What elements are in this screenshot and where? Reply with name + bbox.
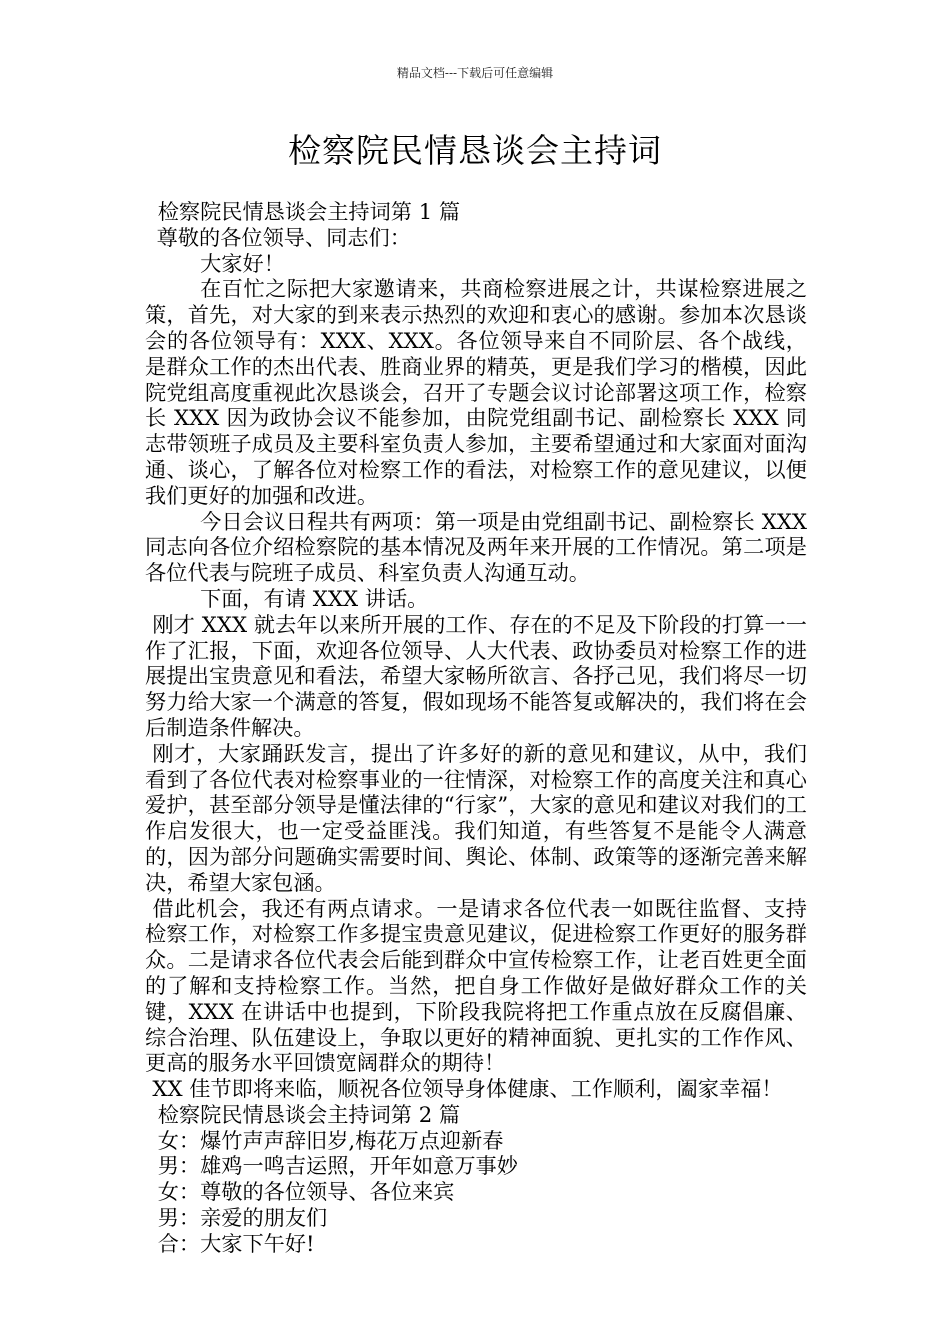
section-heading-2: 检察院民情恳谈会主持词第 2 篇	[157, 1101, 461, 1127]
dialogue-line: 女：爆竹声声辞旧岁,梅花万点迎新春	[157, 1127, 504, 1153]
paragraph-agenda: 今日会议日程共有两项：第一项是由党组副书记、副检察长 XXX 同志向各位介绍检察院的基本情况及两年来开展的工作情况。第二项是各位代表与院班子成员、科室负责人沟通互动。	[145, 508, 807, 586]
document-body	[145, 199, 807, 1257]
dialogue-line: 女：尊敬的各位领导、各位来宾	[157, 1179, 455, 1205]
paragraph-after-discussion: 刚才，大家踊跃发言，提出了许多好的新的意见和建议，从中，我们看到了各位代表对检察事业的一往情深，对检察工作的高度关注和真心爱护，甚至部分领导是懂法律的“行家”，大家的意见和建议对我们的工作启发很大，也一定受益匪浅。我们知道，有些答复不是能令人满意的，因为部分问题确实需要时间、舆论、体制、政策等的逐渐完善来解决，希望大家包涵。	[145, 740, 807, 895]
paragraph-holiday-wishes: XX 佳节即将来临，顺祝各位领导身体健康、工作顺利，阖家幸福！	[152, 1076, 783, 1102]
paragraph-requests: 借此机会，我还有两点请求。一是请求各位代表一如既往监督、支持检察工作，对检察工作多提宝贵意见建议，促进检察工作更好的服务群众。二是请求各位代表会后能到群众中宣传检察工作，让老百姓更全面的了解和支持检察工作。当然，把自身工作做好是做好群众工作的关键，XXX 在讲话中也提到，下阶段我院将把工作重点放在反腐倡廉、综合治理、队伍建设上，争取以更好的精神面貌、更扎实的工作作风、更高的服务水平回馈宽阔群众的期待！	[145, 895, 807, 1076]
dialogue-line: 男：雄鸡一鸣吉运照，开年如意万事妙	[157, 1153, 518, 1179]
paragraph-opening: 在百忙之际把大家邀请来，共商检察进展之计，共谋检察进展之策，首先，对大家的到来表示热烈的欢迎和衷心的感谢。参加本次恳谈会的各位领导有：XXX、XXX。各位领导来自不同阶层、各个战线，是群众工作的杰出代表、胜商业界的精英，更是我们学习的楷模，因此院党组高度重视此次恳谈会，召开了专题会议讨论部署这项工作，检察长 XXX 因为政协会议不能参加，由院党组副书记、副检察长 XXX 同志带领班子成员及主要科室负责人参加，主要希望通过和大家面对面沟通、谈心，了解各位对检察工作的看法，对检察工作的意见建议，以便我们更好的加强和改进。	[145, 276, 807, 508]
salutation: 尊敬的各位领导、同志们：	[156, 224, 411, 250]
dialogue-line: 男：亲爱的朋友们	[157, 1205, 328, 1231]
paragraph-invite-speech: 下面，有请 XXX 讲话。	[200, 585, 429, 611]
greeting: 大家好！	[200, 250, 285, 276]
section-heading-1: 检察院民情恳谈会主持词第 1 篇	[157, 199, 461, 224]
paragraph-after-report: 刚才 XXX 就去年以来所开展的工作、存在的不足及下阶段的打算一一作了汇报，下面，欢迎各位领导、人大代表、政协委员对检察工作的进展提出宝贵意见和看法，希望大家畅所欲言、各抒己见，我们将尽一切努力给大家一个满意的答复，假如现场不能答复或解决的，我们将在会后制造条件解决。	[145, 611, 807, 740]
header-note: 精品文档---下载后可任意编辑	[396, 66, 554, 80]
document-title: 检察院民情恳谈会主持词	[288, 131, 662, 170]
dialogue-line: 合：大家下午好!	[157, 1230, 315, 1256]
